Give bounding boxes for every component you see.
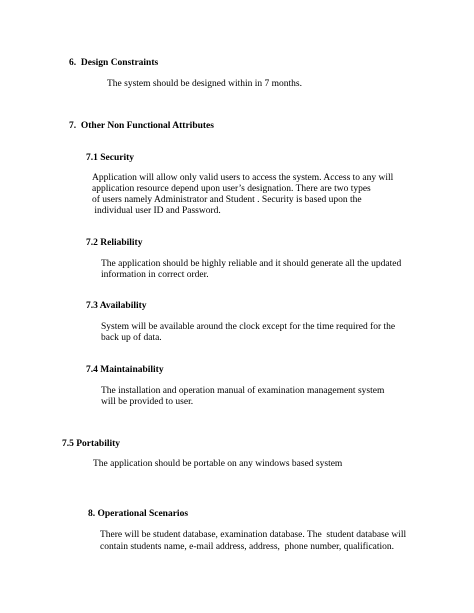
design-constraints-text: The system should be designed within in 7 months. [107, 79, 303, 89]
security-text-line-2: application resource depend upon user’s designation. There are two types [92, 184, 371, 194]
section-heading-security: 7.1 Security [86, 153, 135, 163]
maintainability-text-line-2: will be provided to user. [101, 397, 194, 407]
availability-text-line-1: System will be available around the clock except for the time required for the [101, 322, 396, 332]
security-text-line-4: individual user ID and Password. [92, 206, 221, 216]
section-heading-design-constraints: 6. Design Constraints [69, 58, 159, 68]
security-text-line-3: of users namely Administrator and Student . Security is based upon the [92, 195, 362, 205]
reliability-text-line-2: information in correct order. [101, 270, 209, 280]
section-heading-maintainability: 7.4 Maintainability [86, 365, 164, 375]
security-text-line-1: Application will allow only valid users to access the system. Access to any will [92, 173, 394, 183]
reliability-text-line-1: The application should be highly reliable and it should generate all the updated [101, 259, 402, 269]
section-heading-reliability: 7.2 Reliability [86, 238, 143, 248]
section-heading-non-functional: 7. Other Non Functional Attributes [69, 121, 214, 131]
operational-scenarios-text-line-2: contain students name, e-mail address, address, phone number, qualification. [100, 542, 395, 552]
operational-scenarios-text-line-1: There will be student database, examination database. The student database will [100, 530, 407, 540]
section-heading-portability: 7.5 Portability [62, 439, 121, 449]
section-heading-availability: 7.3 Availability [86, 301, 147, 311]
section-heading-operational-scenarios: 8. Operational Scenarios [88, 509, 189, 519]
portability-text: The application should be portable on any windows based system [93, 459, 343, 469]
maintainability-text-line-1: The installation and operation manual of examination management system [101, 386, 385, 396]
availability-text-line-2: back up of data. [101, 333, 162, 343]
